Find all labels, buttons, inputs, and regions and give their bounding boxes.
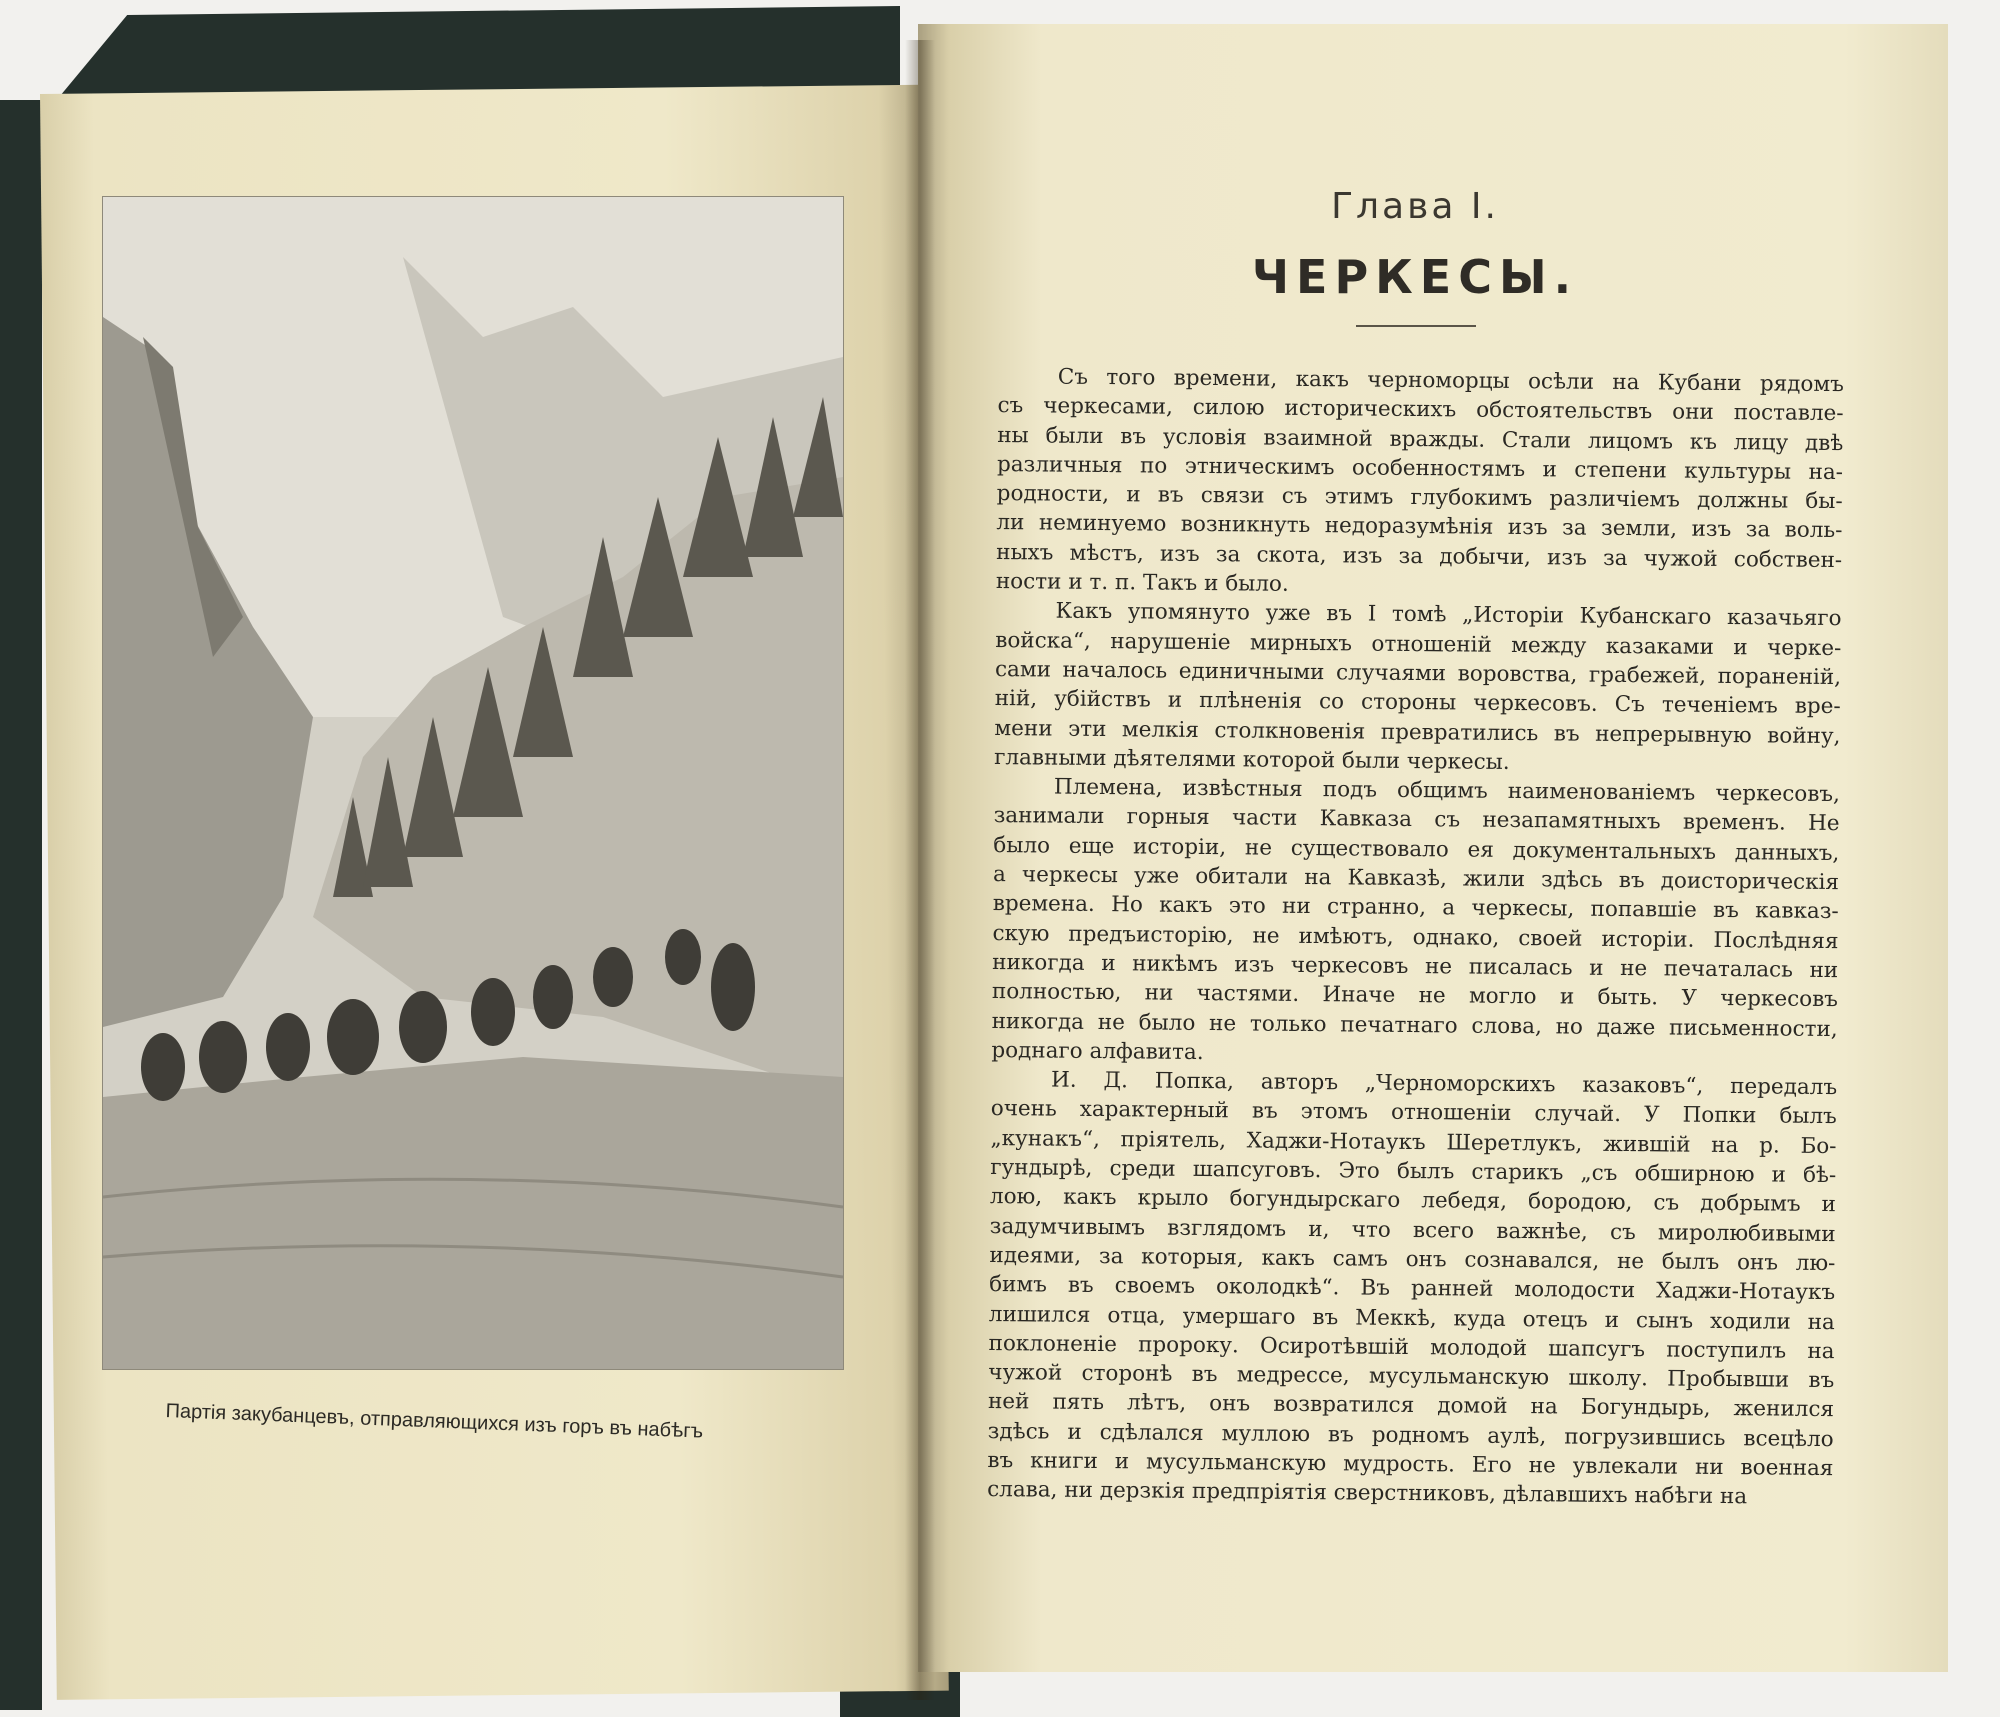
text-line: а черкесы уже обитали на Кавказѣ, жили здѣсь въ доисторическія — [992, 862, 1840, 896]
text-line: гундырѣ, среди шапсуговъ. Это былъ старикъ „съ обширною и бѣ- — [990, 1154, 1837, 1189]
text-line: мени эти мелкія столкновенія превратились въ непрерывную войну, — [994, 715, 1841, 749]
text-line: главными дѣятелями которой были черкесы. — [994, 744, 1510, 775]
text-line: ныхъ мѣстъ, изъ за скота, изъ за добычи, изъ за чужой собствен- — [996, 539, 1843, 573]
text-line: поклоненіе пророку. Осиротѣвшій молодой шапсугъ поступилъ на — [988, 1330, 1835, 1364]
text-line: бимъ въ своемъ околодкѣ“. Въ ранней молодости Хаджи-Нотаукъ — [989, 1272, 1836, 1306]
text-line: Съ того времени, какъ черноморцы осѣли на Кубани рядомъ — [1057, 364, 1844, 398]
text-line: ли неминуемо возникнуть недоразумѣнія изъ за земли, изъ за воль- — [996, 510, 1843, 544]
text-line: полностью, ни частями. Иначе не могло и быть. У черкесовъ — [991, 979, 1839, 1013]
text-line: ней пять лѣтъ, онъ возвратился домой на Богундырь, женился — [987, 1389, 1835, 1423]
text-line: Какъ упомянуто уже въ I томѣ „Исторіи Кубанскаго казачьяго — [1055, 598, 1842, 632]
text-line: ности и т. п. Такъ и было. — [995, 569, 1289, 597]
text-line: чужой сторонѣ въ медрессе, мусульманскую школу. Пробывши въ — [988, 1360, 1835, 1394]
text-line: лою, какъ крыло богундырскаго лебедя, бородою, съ добрымъ и — [989, 1184, 1837, 1218]
title-divider — [1356, 325, 1476, 327]
text-line: никогда не было не только печатнаго слова, но даже письменности, — [991, 1008, 1838, 1042]
text-line: въ книги и мусульманскую мудрость. Его не увлекали ни военная — [987, 1447, 1834, 1482]
text-line: скую предъисторію, не имѣютъ, однако, своей исторіи. Послѣдняя — [992, 920, 1839, 954]
text-line: съ черкесами, силою историческихъ обстоятельствъ они поставле- — [997, 393, 1844, 427]
text-line: различныя по этническимъ особенностямъ и степени культуры на- — [996, 451, 1844, 486]
text-line: было еще исторіи, не существовало ея документальныхъ данныхъ, — [993, 832, 1840, 866]
text-line: очень характерный въ этомъ отношеніи случай. У Попки былъ — [990, 1096, 1837, 1130]
illustration-caption: Партія закубанцевъ, отправляющихся изъ горъ въ набѣгъ — [165, 1400, 704, 1443]
book-cover-top-left — [60, 6, 900, 96]
text-line: сами началось единичными случаями воровства, грабежей, пораненій, — [994, 656, 1842, 691]
text-line: И. Д. Попка, авторъ „Черноморскихъ казаковъ“, передалъ — [1050, 1067, 1838, 1101]
text-line: Племена, извѣстныя подъ общимъ наименованіемъ черкесовъ, — [1053, 774, 1841, 808]
text-line: родности, и въ связи съ этимъ глубокимъ различіемъ должны бы- — [996, 481, 1843, 515]
book-cover-left-edge — [0, 100, 42, 1710]
text-line: ній, убійствъ и плѣненія со стороны черкесовъ. Съ теченіемъ вре- — [994, 686, 1841, 720]
text-line: лишился отца, умершаго въ Меккѣ, куда отецъ и сынъ ходили на — [988, 1301, 1835, 1335]
text-line: войска“, нарушеніе мирныхъ отношеній между казаками и черке- — [995, 627, 1842, 661]
text-line: роднаго алфавита. — [991, 1037, 1204, 1065]
text-line: никогда и никѣмъ изъ черкесовъ не писалась и не печаталась ни — [992, 949, 1839, 984]
chapter-title: ЧЕРКЕСЫ. — [1251, 250, 1579, 304]
engraving-illustration — [102, 196, 844, 1370]
text-line: идеями, за которыя, какъ самъ онъ сознавался, не былъ онъ лю- — [989, 1242, 1836, 1276]
chapter-number: Глава I. — [1331, 186, 1499, 227]
text-line: „кунакъ“, пріятель, Хаджи-Нотаукъ Шеретлукъ, жившій на р. Бо- — [990, 1125, 1837, 1159]
chapter-body-text — [987, 362, 1844, 1513]
book-gutter — [905, 40, 935, 1700]
text-line: задумчивымъ взглядомъ и, что всего важнѣе, съ миролюбивыми — [989, 1213, 1836, 1247]
text-line: здѣсь и сдѣлался муллою въ родномъ аулѣ, погрузившись всецѣло — [987, 1418, 1834, 1452]
text-line: ны были въ условія взаимной вражды. Стали лицомъ къ лицу двѣ — [997, 422, 1844, 456]
text-line: слава, ни дерзкія предпріятія сверстниковъ, дѣлавшихъ набѣги на — [987, 1477, 1748, 1510]
text-line: времена. Но какъ это ни странно, а черкесы, попавшіе въ кавказ- — [992, 891, 1839, 925]
text-line: занимали горныя части Кавказа съ незапамятныхъ временъ. Не — [993, 803, 1840, 837]
